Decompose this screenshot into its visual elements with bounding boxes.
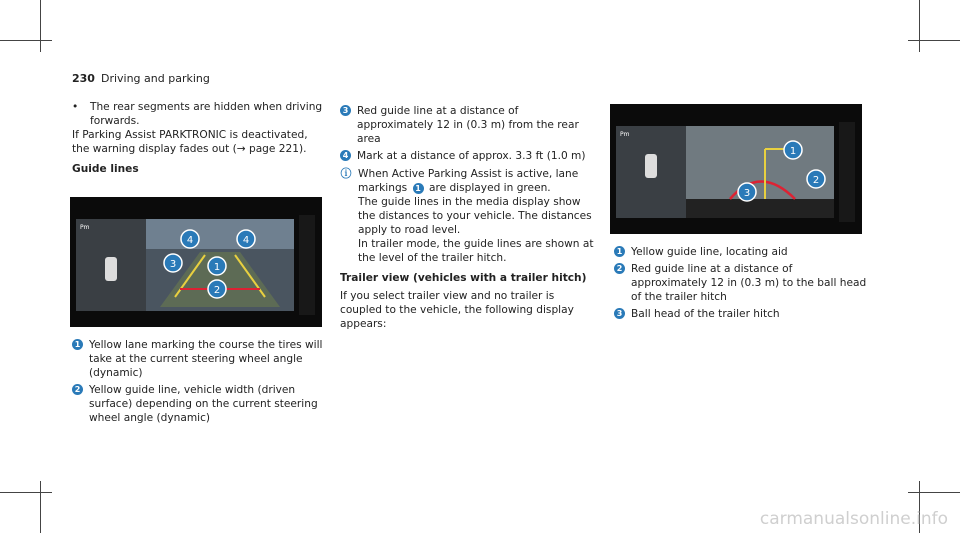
svg-text:4: 4	[242, 235, 250, 246]
page-number: 230	[72, 72, 95, 85]
callout-badge: 1	[413, 183, 424, 194]
callout-item	[340, 104, 596, 146]
crop-mark	[0, 40, 52, 41]
column-1	[72, 100, 327, 180]
bullet-item	[72, 100, 327, 128]
callout-badge: 4	[340, 150, 351, 161]
crop-mark	[0, 492, 52, 493]
callout-item	[340, 149, 596, 163]
callout-label	[784, 141, 802, 159]
bullet-icon: •	[72, 101, 79, 113]
info-text-b: are displayed in green.	[428, 182, 551, 194]
info-note	[340, 167, 596, 265]
crop-mark	[908, 492, 960, 493]
callout-label	[164, 254, 182, 272]
column-3-callouts	[614, 245, 869, 324]
svg-text:1: 1	[213, 262, 221, 273]
svg-text:1: 1	[789, 146, 797, 157]
svg-text:3: 3	[743, 188, 751, 199]
crop-mark	[919, 0, 920, 52]
callout-item	[72, 383, 327, 425]
callout-badge: 2	[614, 263, 625, 274]
crop-mark	[908, 40, 960, 41]
callout-text: Yellow lane marking the course the tires will take at the current steering wheel angle (dynamic)	[89, 339, 323, 379]
callout-text: Yellow guide line, vehicle width (driven surface) depending on the current steering wheel angle (dynamic)	[89, 384, 318, 424]
paragraph: If Parking Assist PARKTRONIC is deactivated, the warning display fades out (→ page 221).	[72, 129, 308, 155]
section-title: Driving and parking	[100, 72, 210, 85]
pm-label: Pm	[80, 224, 90, 231]
info-text-d: In trailer mode, the guide lines are shown at the level of the trailer hitch.	[358, 238, 594, 264]
info-icon: ⓘ	[340, 167, 352, 180]
pm-label: Pm	[620, 131, 630, 138]
callout-item	[614, 307, 869, 321]
callout-label	[208, 257, 226, 275]
callout-badge: 1	[72, 339, 83, 350]
heading-guide-lines: Guide lines	[72, 163, 139, 175]
column-2	[340, 104, 596, 334]
callout-item	[614, 245, 869, 259]
paragraph: If you select trailer view and no trailer is coupled to the vehicle, the following display appears:	[340, 290, 574, 330]
svg-text:2: 2	[812, 175, 820, 186]
callout-label	[208, 280, 226, 298]
callout-item	[72, 338, 327, 380]
svg-text:2: 2	[213, 285, 221, 296]
callout-label	[237, 230, 255, 248]
camera-display-trailer-view	[610, 104, 862, 234]
column-1-callouts	[72, 338, 327, 428]
callout-item	[614, 262, 869, 304]
svg-text:3: 3	[169, 259, 177, 270]
info-text-a: When Active Parking Assist is active, lane markings	[358, 168, 579, 194]
callout-label	[738, 183, 756, 201]
bullet-text: The rear segments are hidden when driving forwards.	[90, 101, 323, 127]
info-text-c: The guide lines in the media display show the distances to your vehicle. The distances apply to road level.	[358, 196, 592, 236]
callout-text: Ball head of the trailer hitch	[631, 308, 780, 320]
watermark: carmanualsonline.info	[759, 509, 948, 529]
page-header	[72, 72, 210, 85]
callout-badge: 3	[614, 308, 625, 319]
camera-display-guide-lines	[70, 197, 322, 327]
callout-badge: 3	[340, 105, 351, 116]
callout-badge: 2	[72, 384, 83, 395]
callout-label	[807, 170, 825, 188]
callout-text: Red guide line at a distance of approximately 12 in (0.3 m) from the rear area	[357, 105, 579, 145]
callout-badge: 1	[614, 246, 625, 257]
callout-text: Mark at a distance of approx. 3.3 ft (1.0 m)	[357, 150, 586, 162]
info-text	[358, 167, 596, 265]
crop-mark	[40, 0, 41, 52]
heading-trailer-view: Trailer view (vehicles with a trailer hitch)	[340, 272, 587, 284]
callout-label	[181, 230, 199, 248]
callout-text: Red guide line at a distance of approximately 12 in (0.3 m) to the ball head of the trailer hitch	[631, 263, 867, 303]
callout-text: Yellow guide line, locating aid	[631, 246, 788, 258]
svg-text:4: 4	[186, 235, 194, 246]
crop-mark	[40, 481, 41, 533]
